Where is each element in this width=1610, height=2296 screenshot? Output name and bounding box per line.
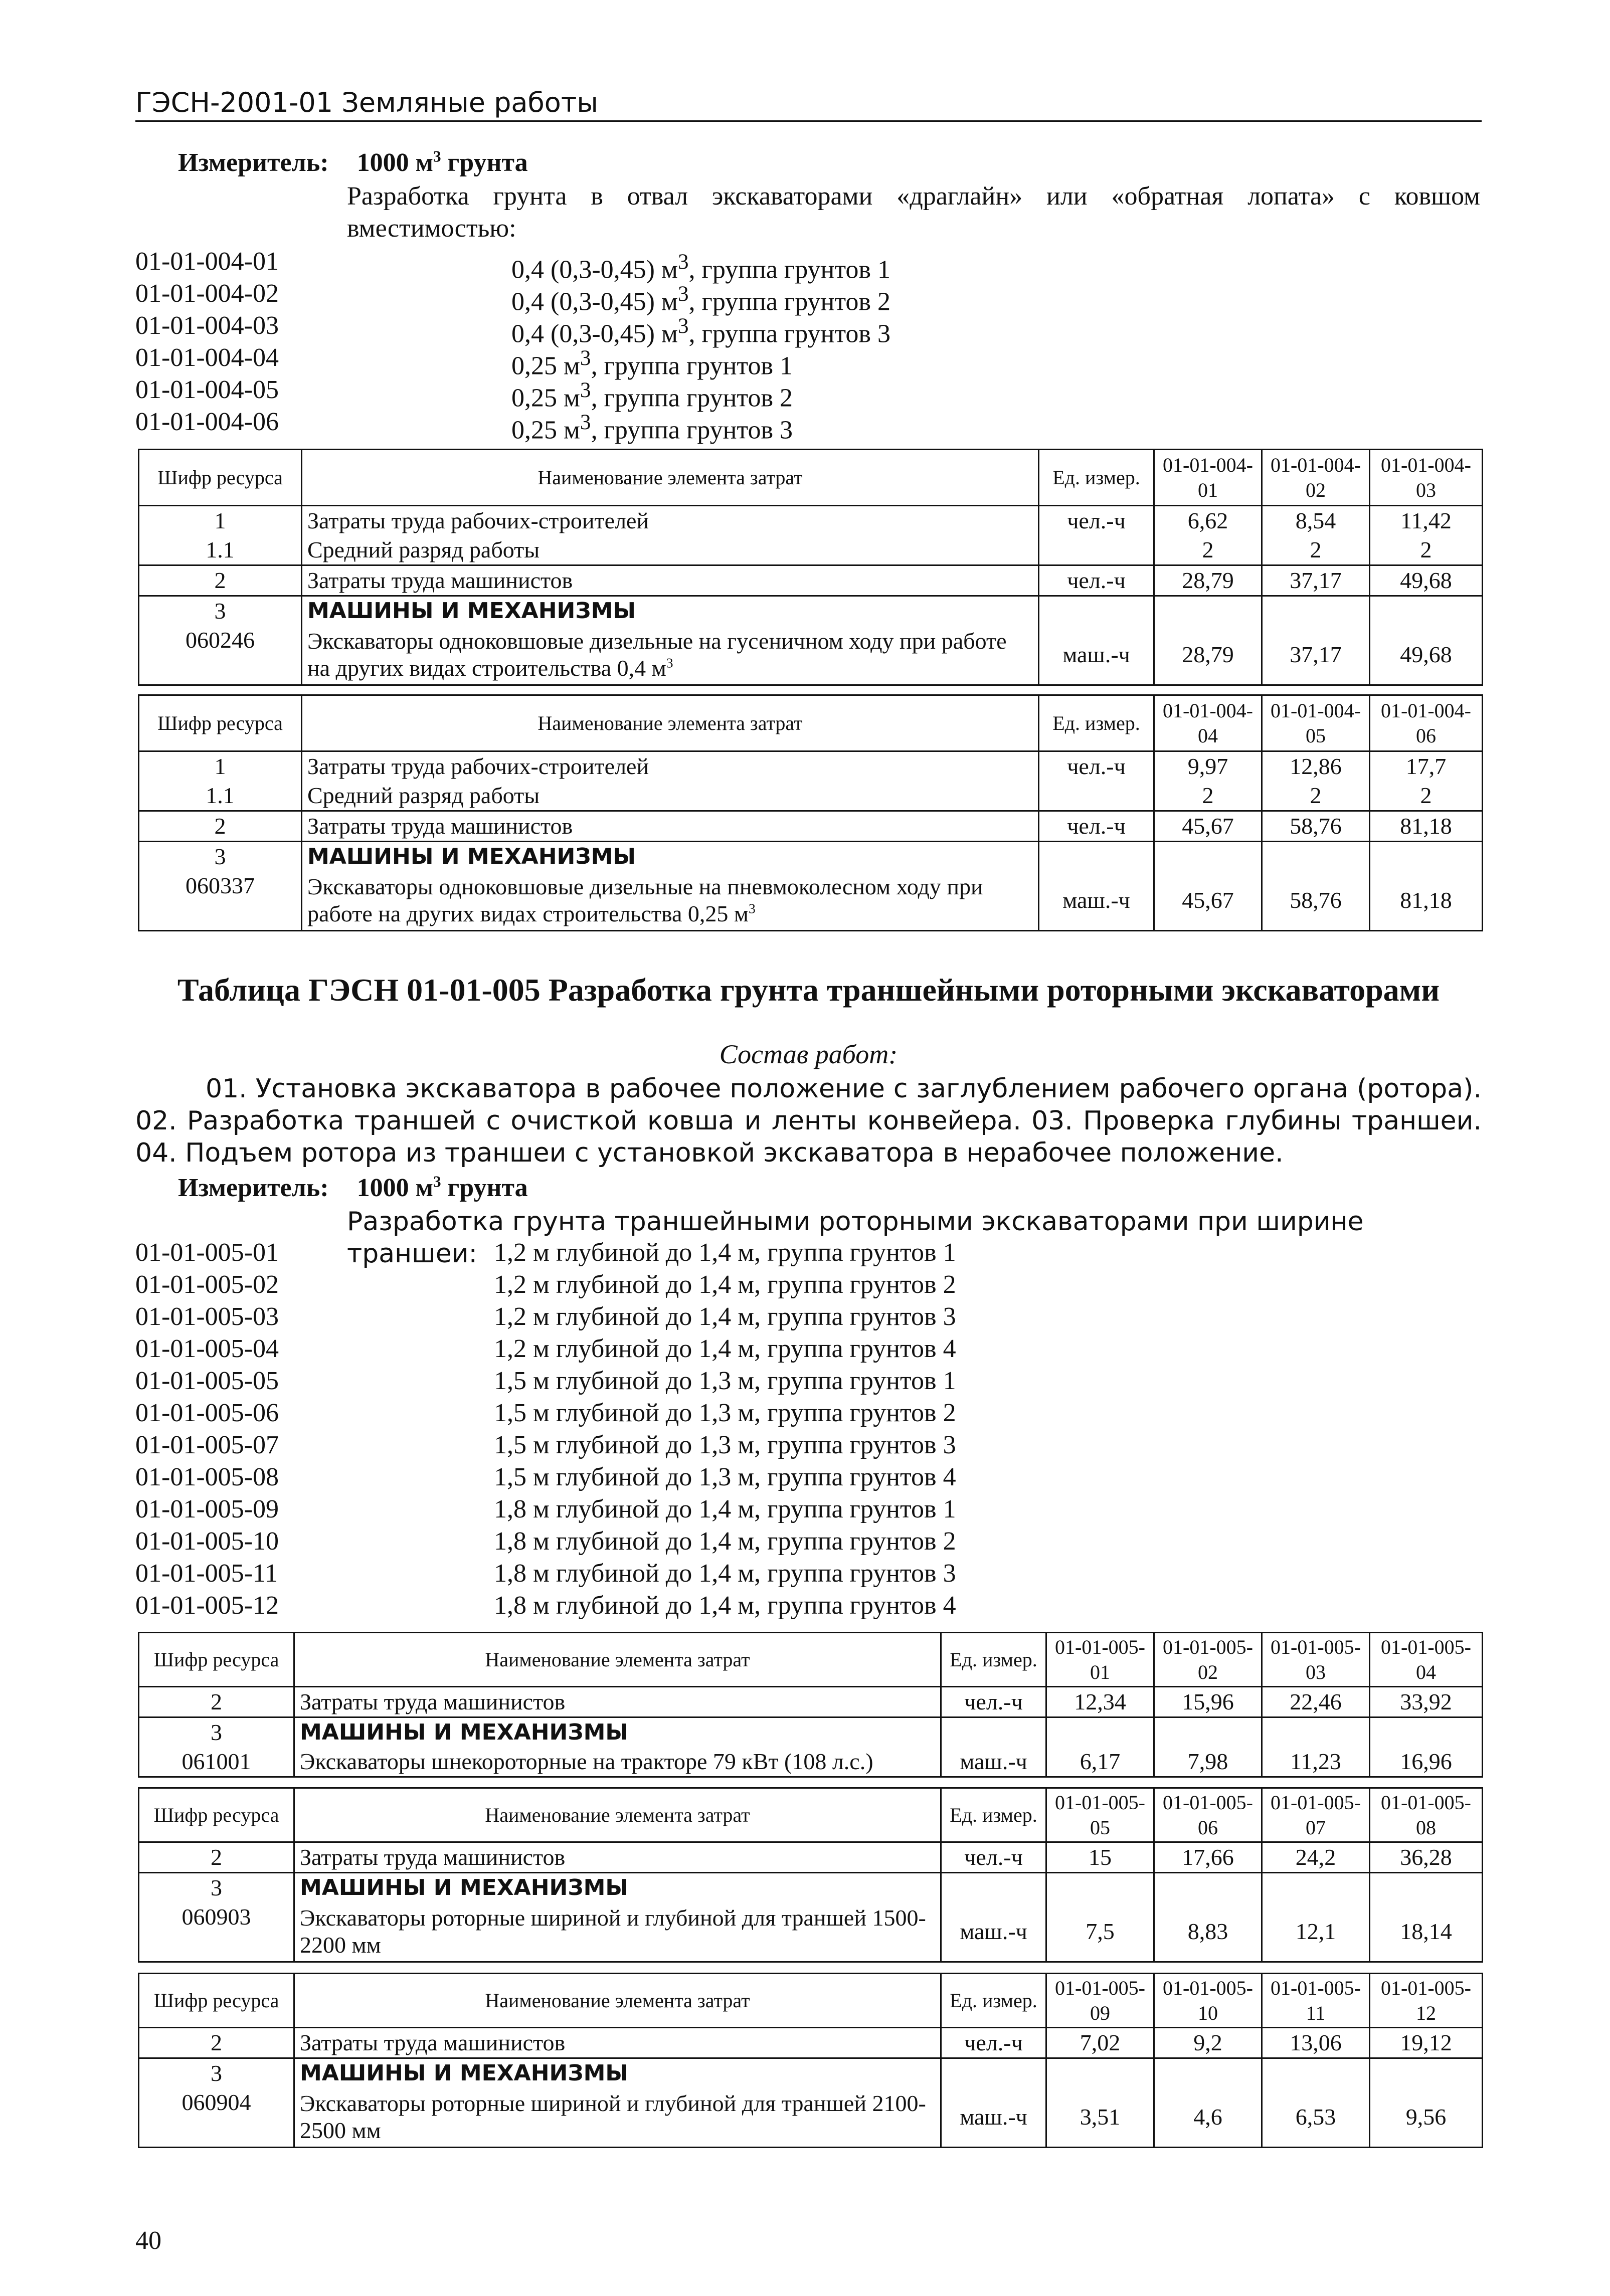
- cell-value: 9,2: [1154, 2028, 1262, 2058]
- cell-value: 6,17: [1046, 1747, 1154, 1777]
- col-header-norm: 01-01-004-06: [1370, 695, 1483, 751]
- cell-value: 18,14: [1370, 1902, 1483, 1962]
- cell-code: 3: [139, 2058, 294, 2088]
- cell-code: 1: [139, 506, 302, 536]
- col-header-code: Шифр ресурса: [139, 1974, 294, 2028]
- item-text: 0,4 (0,3-0,45) м: [511, 287, 678, 316]
- cell-value: 28,79: [1154, 565, 1262, 596]
- cell-name-sup: 3: [749, 900, 756, 916]
- item-code: 01-01-005-04: [135, 1334, 279, 1363]
- cell-unit: [1039, 535, 1154, 565]
- cell-code: 060904: [139, 2088, 294, 2147]
- cell-value: 6,53: [1262, 2088, 1370, 2147]
- cell-code: 1: [139, 751, 302, 782]
- cell-code: 2: [139, 1687, 294, 1717]
- cell-section-title: МАШИНЫ И МЕХАНИЗМЫ: [302, 842, 1039, 872]
- col-header-norm: 01-01-004-01: [1154, 450, 1262, 506]
- list-item: 01-01-004-02 0,4 (0,3-0,45) $м^3$, группа грунтов 2: [135, 278, 1482, 310]
- table-header-row: [139, 1974, 1483, 2028]
- cell-name: Экскаваторы роторные шириной и глубиной для траншей 1500-2200 мм: [294, 1902, 941, 1962]
- list-item: 01-01-004-04 0,25 $м^3$, группа грунтов 1: [135, 342, 1482, 374]
- table-row: [139, 842, 1483, 872]
- cell-name: Экскаваторы роторные шириной и глубиной для траншей 2100-2500 мм: [294, 2088, 941, 2147]
- cell-value: 13,06: [1262, 2028, 1370, 2058]
- cell-unit: чел.-ч: [941, 2028, 1046, 2058]
- meter-tail: грунта: [441, 1174, 528, 1202]
- cell-unit: чел.-ч: [1039, 565, 1154, 596]
- col-header-name: Наименование элемента затрат: [302, 695, 1039, 751]
- cell-value: 58,76: [1262, 811, 1370, 842]
- norm-table-3: [138, 1632, 1483, 1778]
- cell-value: 11,23: [1262, 1747, 1370, 1777]
- cell-value: 2: [1154, 781, 1262, 811]
- table-row: [139, 871, 1483, 930]
- cell-name: Экскаваторы шнекороторные на тракторе 79 кВт (108 л.с.): [294, 1747, 941, 1777]
- item-text-tail: , группа грунтов 2: [591, 384, 793, 413]
- cell-unit: чел.-ч: [941, 1842, 1046, 1873]
- col-header-norm: 01-01-004-02: [1262, 450, 1370, 506]
- composition-text: 01. Установка экскаватора в рабочее положение с заглублением рабочего органа (ротора). 02. Разработка траншей с очисткой ковша и ленты конвейера. 03. Проверка глубины траншеи. 04. Подъем ротора из траншеи с установкой экскаватора в нерабочее положение.: [135, 1074, 1482, 1168]
- cell-value: 17,7: [1370, 751, 1483, 782]
- list-item: 01-01-004-03 0,4 (0,3-0,45) $м^3$, группа грунтов 3: [135, 310, 1482, 342]
- item-text: 0,25 м: [511, 384, 580, 413]
- table-row: [139, 596, 1483, 626]
- section2-intro: Разработка грунта траншейными роторными экскаваторами при ширине траншеи:: [347, 1207, 1364, 1269]
- item-text-tail: , группа грунтов 1: [591, 351, 793, 380]
- cell-value: 3,51: [1046, 2088, 1154, 2147]
- table-row: [139, 1842, 1483, 1873]
- cell-name: Затраты труда машинистов: [294, 2028, 941, 2058]
- col-header-norm: 01-01-004-03: [1370, 450, 1483, 506]
- cell-name: [302, 626, 1039, 685]
- item-code: 01-01-005-02: [135, 1270, 279, 1299]
- cell-code: 061001: [139, 1747, 294, 1777]
- cell-code: 060246: [139, 626, 302, 685]
- cell-value: 9,97: [1154, 751, 1262, 782]
- col-header-norm: 01-01-005-04: [1370, 1633, 1483, 1687]
- list-item: [135, 1333, 1482, 1365]
- col-header-unit: Ед. измер.: [941, 1633, 1046, 1687]
- item-text: 1,8 м глубиной до 1,4 м, группа грунтов 3: [494, 1559, 956, 1588]
- cell-code: 060337: [139, 871, 302, 930]
- cell-value: 28,79: [1154, 626, 1262, 685]
- item-text: 1,2 м глубиной до 1,4 м, группа грунтов 4: [494, 1334, 956, 1363]
- cell-name: [302, 871, 1039, 930]
- item-code: 01-01-004-05: [135, 375, 279, 404]
- table-row: [139, 565, 1483, 596]
- col-header-unit: Ед. измер.: [941, 1788, 1046, 1842]
- item-text: 1,5 м глубиной до 1,3 м, группа грунтов 1: [494, 1367, 956, 1395]
- item-code: 01-01-005-08: [135, 1463, 279, 1491]
- item-text: 1,2 м глубиной до 1,4 м, группа грунтов 1: [494, 1238, 956, 1267]
- cell-name: Средний разряд работы: [302, 535, 1039, 565]
- cell-value: 11,42: [1370, 506, 1483, 536]
- meter-value: 1000 м: [356, 148, 434, 177]
- cell-name: Затраты труда рабочих-строителей: [302, 751, 1039, 782]
- norm-table-2: [138, 694, 1483, 931]
- cell-section-title: МАШИНЫ И МЕХАНИЗМЫ: [294, 1873, 941, 1903]
- list-item: [135, 1525, 1482, 1558]
- item-text: 1,5 м глубиной до 1,3 м, группа грунтов 3: [494, 1431, 956, 1459]
- item-code: 01-01-005-03: [135, 1302, 279, 1331]
- cell-value: 45,67: [1154, 811, 1262, 842]
- norm-table-4: [138, 1787, 1483, 1963]
- item-code: 01-01-005-01: [135, 1238, 279, 1267]
- meter-label: Измеритель:: [178, 148, 329, 177]
- list-item: [135, 1397, 1482, 1429]
- list-item: [135, 1237, 1482, 1269]
- cell-value: 24,2: [1262, 1842, 1370, 1873]
- table-row: [139, 1873, 1483, 1903]
- meter-line: [178, 145, 528, 180]
- table-title: Таблица ГЭСН 01-01-005 Разработка грунта траншейными роторными экскаваторами: [177, 972, 1440, 1008]
- col-header-name: Наименование элемента затрат: [294, 1974, 941, 2028]
- item-code: 01-01-005-10: [135, 1527, 279, 1556]
- item-text: 0,25 м: [511, 416, 580, 445]
- cell-value: 7,98: [1154, 1747, 1262, 1777]
- cell-code: 2: [139, 811, 302, 842]
- cell-value: 12,34: [1046, 1687, 1154, 1717]
- item-code: 01-01-004-02: [135, 279, 279, 308]
- cell-value: 22,46: [1262, 1687, 1370, 1717]
- cell-unit: чел.-ч: [1039, 811, 1154, 842]
- cell-name: Затраты труда машинистов: [294, 1842, 941, 1873]
- col-header-norm: 01-01-005-09: [1046, 1974, 1154, 2028]
- cell-value: 81,18: [1370, 811, 1483, 842]
- table-row: [139, 1747, 1483, 1777]
- cell-value: 2: [1262, 781, 1370, 811]
- cell-value: 2: [1154, 535, 1262, 565]
- cell-name: Затраты труда машинистов: [302, 811, 1039, 842]
- cell-unit: маш.-ч: [1039, 871, 1154, 930]
- meter-label: Измеритель:: [178, 1174, 329, 1202]
- table-header-row: [139, 695, 1483, 751]
- cell-value: 6,62: [1154, 506, 1262, 536]
- item-text: 0,25 м: [511, 351, 580, 380]
- cell-unit: маш.-ч: [941, 1747, 1046, 1777]
- cell-section-title: МАШИНЫ И МЕХАНИЗМЫ: [294, 2058, 941, 2088]
- item-code: 01-01-004-03: [135, 311, 279, 340]
- item-text-tail: , группа грунтов 3: [688, 319, 890, 348]
- col-header-name: Наименование элемента затрат: [294, 1788, 941, 1842]
- item-text: 1,5 м глубиной до 1,3 м, группа грунтов 4: [494, 1463, 956, 1491]
- cell-name: Средний разряд работы: [302, 781, 1039, 811]
- col-header-norm: 01-01-005-10: [1154, 1974, 1262, 2028]
- meter-value: 1000 м: [356, 1174, 434, 1202]
- cell-value: 45,67: [1154, 871, 1262, 930]
- cell-value: 49,68: [1370, 565, 1483, 596]
- table-row: [139, 535, 1483, 565]
- cell-unit: маш.-ч: [1039, 626, 1154, 685]
- cell-code: 2: [139, 565, 302, 596]
- cell-unit: [1039, 781, 1154, 811]
- cell-unit: чел.-ч: [1039, 506, 1154, 536]
- cell-value: 33,92: [1370, 1687, 1483, 1717]
- col-header-norm: 01-01-005-02: [1154, 1633, 1262, 1687]
- cell-value: 16,96: [1370, 1747, 1483, 1777]
- col-header-code: Шифр ресурса: [139, 450, 302, 506]
- page-number: 40: [135, 2226, 161, 2255]
- table-row: [139, 2088, 1483, 2147]
- cell-name-text: Экскаваторы одноковшовые дизельные на гусеничном ходу при работе на других видах строительства 0,4 м: [307, 628, 1007, 681]
- cell-value: 2: [1370, 535, 1483, 565]
- item-code: 01-01-004-06: [135, 408, 279, 436]
- cell-name: Затраты труда рабочих-строителей: [302, 506, 1039, 536]
- col-header-norm: 01-01-004-04: [1154, 695, 1262, 751]
- cell-name: Затраты труда машинистов: [302, 565, 1039, 596]
- col-header-unit: Ед. измер.: [941, 1974, 1046, 2028]
- cell-value: 81,18: [1370, 871, 1483, 930]
- cell-value: 7,02: [1046, 2028, 1154, 2058]
- cell-section-title: МАШИНЫ И МЕХАНИЗМЫ: [302, 596, 1039, 626]
- col-header-name: Наименование элемента затрат: [302, 450, 1039, 506]
- list-item: [135, 1269, 1482, 1301]
- col-header-norm: 01-01-005-07: [1262, 1788, 1370, 1842]
- running-header: ГЭСН-2001-01 Земляные работы: [135, 85, 1482, 122]
- cell-value: 15,96: [1154, 1687, 1262, 1717]
- list-item: 01-01-004-05 0,25 $м^3$, группа грунтов 2: [135, 374, 1482, 406]
- cell-value: 19,12: [1370, 2028, 1483, 2058]
- section1-intro: Разработка грунта в отвал экскаваторами «драглайн» или «обратная лопата» с ковшом вместимостью:: [347, 182, 1480, 243]
- cell-value: 8,54: [1262, 506, 1370, 536]
- meter-tail: грунта: [441, 148, 528, 177]
- cell-code: 3: [139, 1873, 294, 1903]
- item-text: 1,8 м глубиной до 1,4 м, группа грунтов 1: [494, 1495, 956, 1523]
- cell-value: 17,66: [1154, 1842, 1262, 1873]
- item-code: 01-01-005-07: [135, 1431, 279, 1459]
- cell-code: 2: [139, 1842, 294, 1873]
- col-header-norm: 01-01-005-05: [1046, 1788, 1154, 1842]
- cell-value: 8,83: [1154, 1902, 1262, 1962]
- item-text: 1,8 м глубиной до 1,4 м, группа грунтов 4: [494, 1591, 956, 1620]
- cell-value: 37,17: [1262, 626, 1370, 685]
- table-row: [139, 626, 1483, 685]
- item-code: 01-01-004-01: [135, 247, 279, 276]
- cell-value: 2: [1370, 781, 1483, 811]
- list-item: [135, 1590, 1482, 1622]
- item-text-tail: , группа грунтов 2: [688, 287, 890, 316]
- cell-value: 7,5: [1046, 1902, 1154, 1962]
- col-header-norm: 01-01-005-12: [1370, 1974, 1483, 2028]
- cell-value: 36,28: [1370, 1842, 1483, 1873]
- cell-code: 1.1: [139, 781, 302, 811]
- item-text-tail: , группа грунтов 1: [688, 255, 890, 284]
- item-text: 1,5 м глубиной до 1,3 м, группа грунтов 2: [494, 1399, 956, 1427]
- meter-line: [178, 1171, 528, 1206]
- meter-sup: 3: [433, 1173, 441, 1191]
- cell-value: 4,6: [1154, 2088, 1262, 2147]
- list-item: [135, 1301, 1482, 1333]
- item-text: 0,4 (0,3-0,45) м: [511, 255, 678, 284]
- section2-code-list: [135, 1237, 1482, 1622]
- col-header-code: Шифр ресурса: [139, 695, 302, 751]
- table-row: [139, 2028, 1483, 2058]
- item-code: 01-01-005-11: [135, 1559, 278, 1588]
- table-row: [139, 1902, 1483, 1962]
- cell-value: 12,86: [1262, 751, 1370, 782]
- table-row: [139, 2058, 1483, 2088]
- table-row: [139, 781, 1483, 811]
- cell-value: 58,76: [1262, 871, 1370, 930]
- table-row: [139, 811, 1483, 842]
- cell-section-title: МАШИНЫ И МЕХАНИЗМЫ: [294, 1717, 941, 1748]
- cell-name: Затраты труда машинистов: [294, 1687, 941, 1717]
- list-item: [135, 1493, 1482, 1525]
- item-code: 01-01-004-04: [135, 343, 279, 372]
- table-row: [139, 1687, 1483, 1717]
- item-code: 01-01-005-05: [135, 1367, 279, 1395]
- cell-value: 2: [1262, 535, 1370, 565]
- norm-table-1: [138, 449, 1483, 686]
- list-item: 01-01-004-06 0,25 $м^3$, группа грунтов 3: [135, 406, 1482, 438]
- table-header-row: [139, 450, 1483, 506]
- cell-unit: чел.-ч: [941, 1687, 1046, 1717]
- table-row: [139, 751, 1483, 782]
- cell-unit: маш.-ч: [941, 1902, 1046, 1962]
- table-row: [139, 506, 1483, 536]
- cell-value: 37,17: [1262, 565, 1370, 596]
- cell-code: 1.1: [139, 535, 302, 565]
- table-row: [139, 1717, 1483, 1748]
- col-header-norm: 01-01-005-01: [1046, 1633, 1154, 1687]
- cell-value: 49,68: [1370, 626, 1483, 685]
- col-header-norm: 01-01-004-05: [1262, 695, 1370, 751]
- cell-unit: маш.-ч: [941, 2088, 1046, 2147]
- cell-name-text: Экскаваторы одноковшовые дизельные на пневмоколесном ходу при работе на других видах строительства 0,25 м: [307, 874, 983, 927]
- item-text: 0,4 (0,3-0,45) м: [511, 319, 678, 348]
- cell-name-sup: 3: [666, 655, 673, 671]
- meter-sup: 3: [433, 147, 441, 165]
- col-header-unit: Ед. измер.: [1039, 695, 1154, 751]
- cell-value: 9,56: [1370, 2088, 1483, 2147]
- item-text: 1,2 м глубиной до 1,4 м, группа грунтов 3: [494, 1302, 956, 1331]
- list-item: [135, 1461, 1482, 1493]
- col-header-code: Шифр ресурса: [139, 1788, 294, 1842]
- table-header-row: [139, 1788, 1483, 1842]
- cell-code: 2: [139, 2028, 294, 2058]
- item-text: 1,2 м глубиной до 1,4 м, группа грунтов 2: [494, 1270, 956, 1299]
- col-header-norm: 01-01-005-06: [1154, 1788, 1262, 1842]
- list-item: [135, 1558, 1482, 1590]
- item-code: 01-01-005-06: [135, 1399, 279, 1427]
- list-item: [135, 1365, 1482, 1397]
- section1-code-list: [135, 246, 1482, 445]
- list-item: [135, 1429, 1482, 1461]
- cell-code: 3: [139, 842, 302, 872]
- cell-code: 3: [139, 596, 302, 626]
- norm-table-5: [138, 1973, 1483, 2148]
- item-text-tail: , группа грунтов 3: [591, 416, 793, 445]
- item-code: 01-01-005-12: [135, 1591, 279, 1620]
- cell-code: 3: [139, 1717, 294, 1748]
- composition-label: Состав работ:: [719, 1039, 898, 1069]
- item-text: 1,8 м глубиной до 1,4 м, группа грунтов 2: [494, 1527, 956, 1556]
- cell-unit: чел.-ч: [1039, 751, 1154, 782]
- col-header-unit: Ед. измер.: [1039, 450, 1154, 506]
- table-header-row: [139, 1633, 1483, 1687]
- cell-code: 060903: [139, 1902, 294, 1962]
- col-header-name: Наименование элемента затрат: [294, 1633, 941, 1687]
- col-header-norm: 01-01-005-03: [1262, 1633, 1370, 1687]
- col-header-norm: 01-01-005-08: [1370, 1788, 1483, 1842]
- cell-value: 12,1: [1262, 1902, 1370, 1962]
- cell-value: 15: [1046, 1842, 1154, 1873]
- item-code: 01-01-005-09: [135, 1495, 279, 1523]
- col-header-norm: 01-01-005-11: [1262, 1974, 1370, 2028]
- list-item: 01-01-004-01 0,4 (0,3-0,45) $м^3$, группа грунтов 1: [135, 246, 1482, 278]
- col-header-code: Шифр ресурса: [139, 1633, 294, 1687]
